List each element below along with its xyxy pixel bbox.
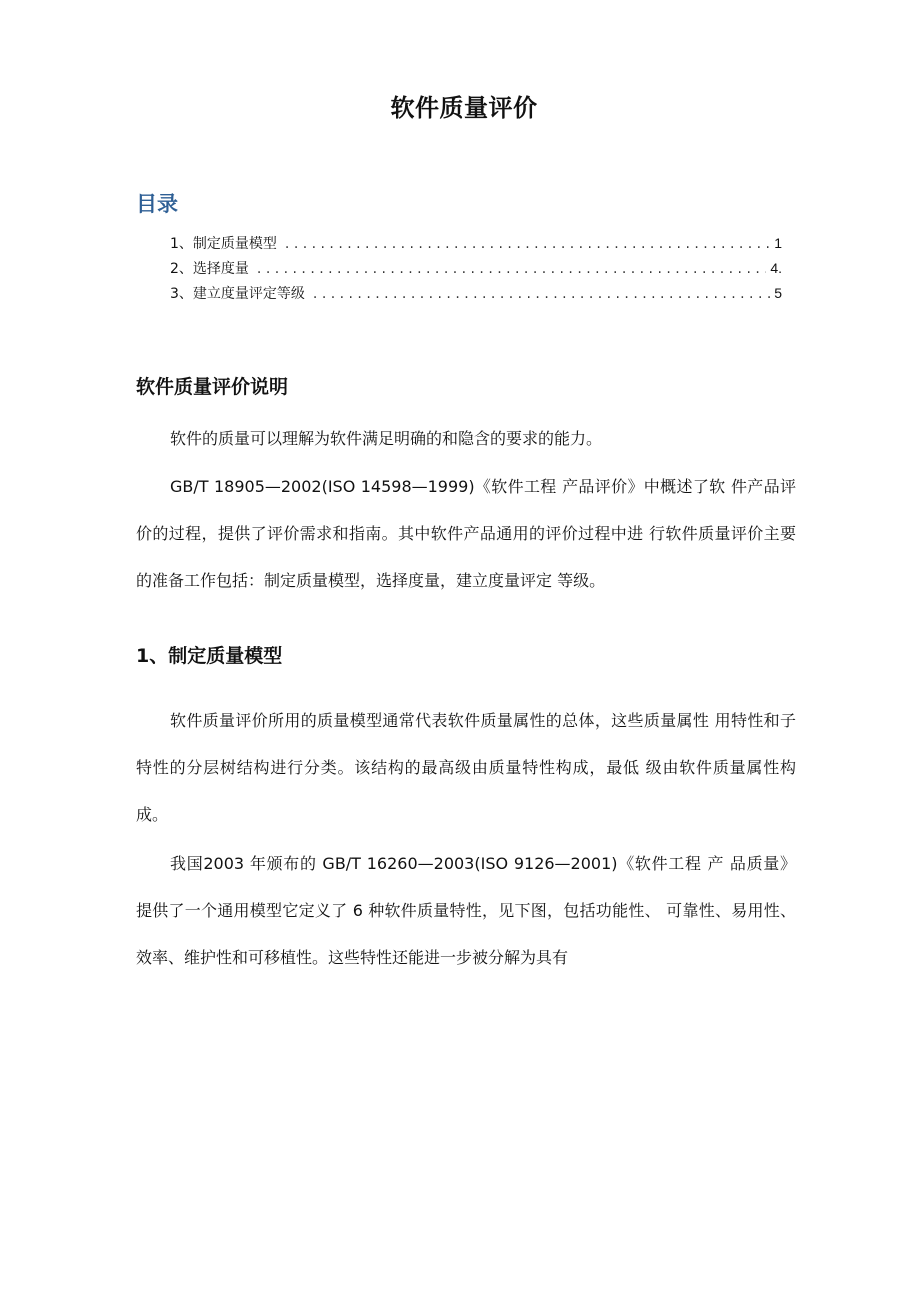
toc-entry-page: 4. bbox=[770, 260, 782, 276]
toc-entry-label: 2、选择度量 bbox=[170, 261, 249, 277]
toc-entry[interactable] bbox=[170, 232, 782, 257]
section-1-paragraph-2: 我国2003 年颁布的 GB/T 16260—2003(ISO 9126—2001)《软件工程 产 品质量》提供了一个通用模型它定义了 6 种软件质量特性，见下图，包括功能性、 可靠性、易用性、效率、维护性和可移植性。这些特性还能进一步被分解为具有 bbox=[136, 854, 796, 967]
toc-leader-dots bbox=[285, 233, 770, 255]
table-of-contents bbox=[170, 232, 782, 307]
section-1-paragraph-1: 软件质量评价所用的质量模型通常代表软件质量属性的总体，这些质量属性 用特性和子特性的分层树结构进行分类。该结构的最高级由质量特性构成，最低 级由软件质量属性构成。 bbox=[136, 711, 796, 824]
toc-entry-page: 1 bbox=[774, 235, 782, 251]
toc-leader-dots bbox=[257, 258, 766, 280]
document-title: 软件质量评价 bbox=[390, 94, 538, 122]
toc-leader-dots bbox=[313, 283, 770, 305]
toc-heading: 目录 bbox=[136, 192, 178, 216]
toc-entry[interactable] bbox=[170, 257, 782, 282]
intro-paragraph-1: 软件的质量可以理解为软件满足明确的和隐含的要求的能力。 bbox=[170, 429, 603, 448]
intro-heading: 软件质量评价说明 bbox=[136, 376, 289, 398]
toc-entry-label: 3、建立度量评定等级 bbox=[170, 286, 305, 302]
section-1-heading: 1、制定质量模型 bbox=[136, 645, 283, 667]
toc-entry[interactable] bbox=[170, 282, 782, 307]
toc-entry-label: 1、制定质量模型 bbox=[170, 236, 277, 252]
toc-entry-page: 5 bbox=[774, 285, 782, 301]
intro-paragraph-2: GB/T 18905—2002(ISO 14598—1999)《软件工程 产品评价》中概述了软 件产品评价的过程，提供了评价需求和指南。其中软件产品通用的评价过程中进 行软件质量评价主要的准备工作包括：制定质量模型，选择度量，建立度量评定 等级。 bbox=[136, 477, 796, 590]
